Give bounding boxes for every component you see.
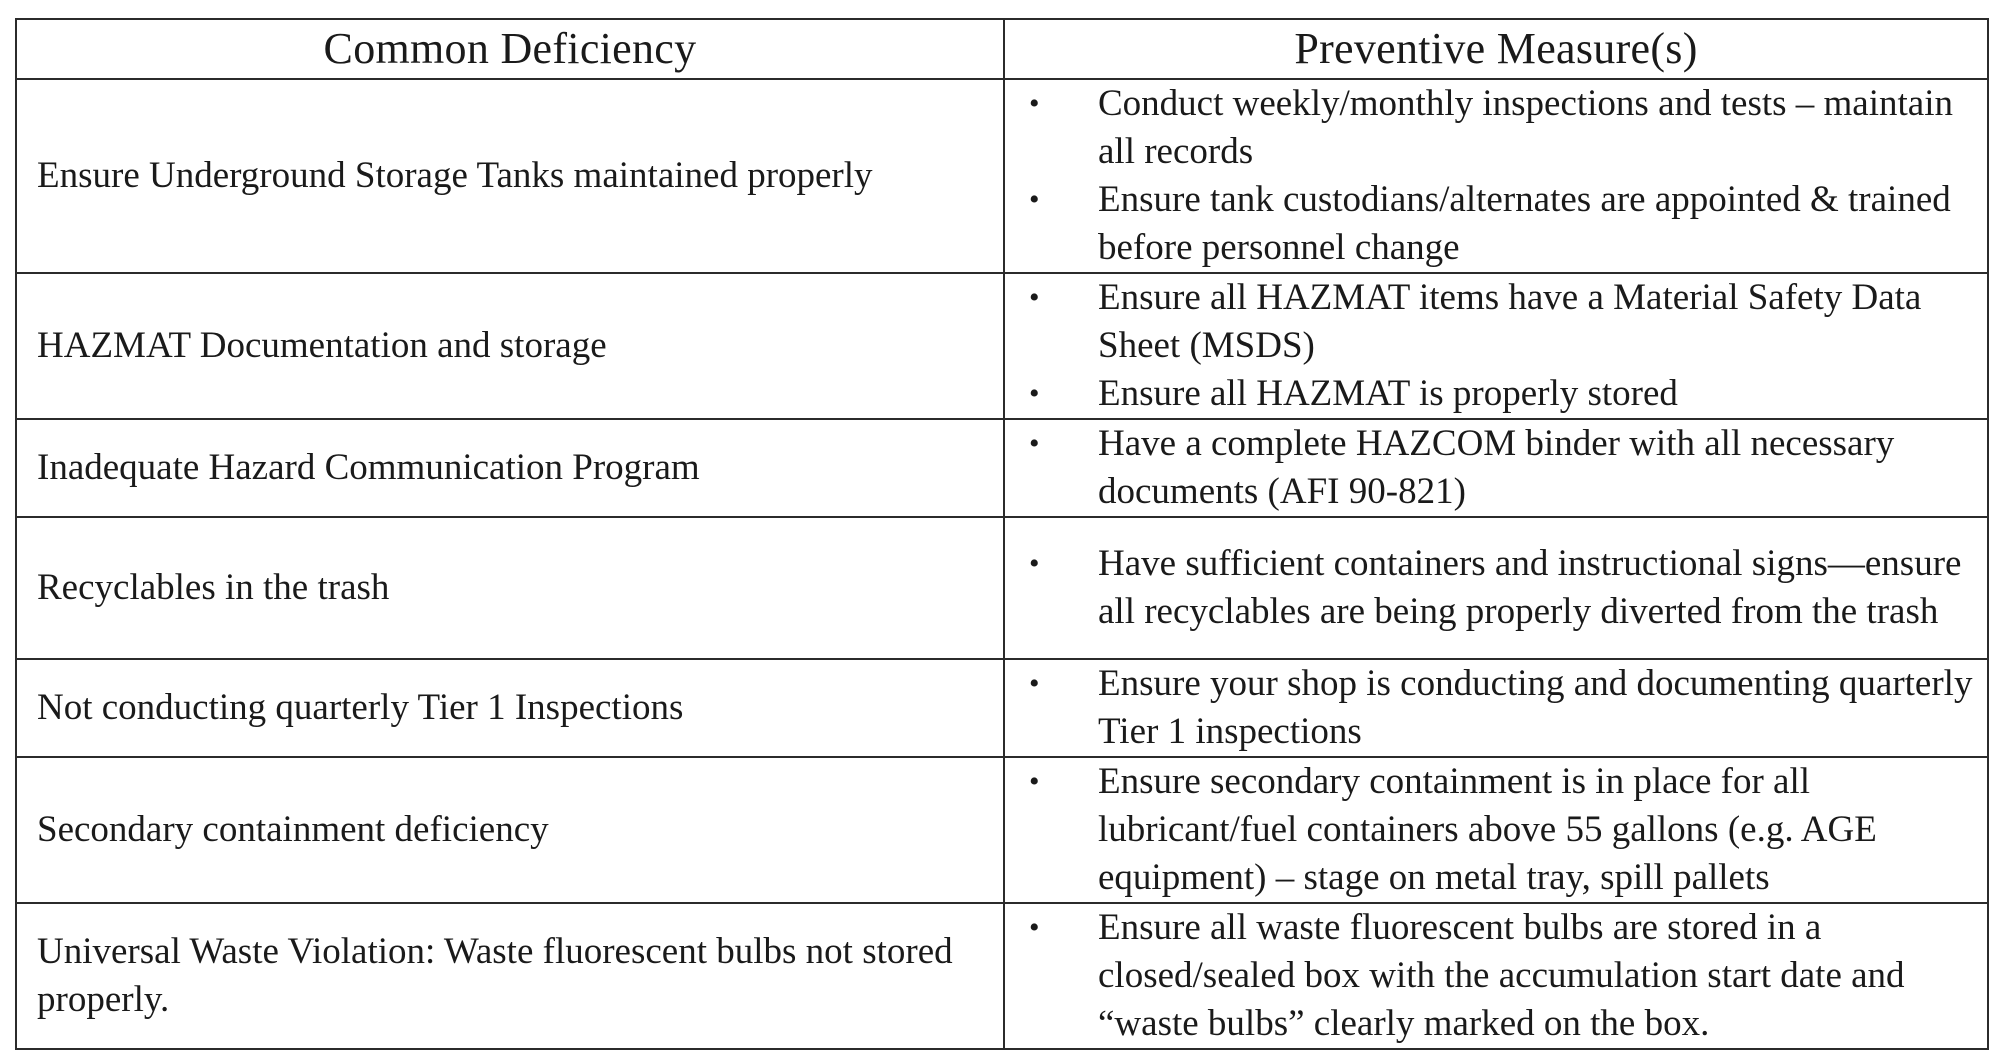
header-common-deficiency: Common Deficiency [16,19,1004,79]
measure-item [1005,540,1987,636]
measure-item [1005,420,1987,516]
measure-text: Conduct weekly/monthly inspections and tests – maintain all records [1098,83,1953,172]
measure-item [1005,80,1987,176]
measures-cell [1004,517,1988,659]
bullet-icon: • [1029,377,1040,410]
measure-list [1005,540,1987,636]
measure-text: Ensure all HAZMAT items have a Material Safety Data Sheet (MSDS) [1098,277,1922,366]
table-row [16,79,1988,273]
measure-list [1005,420,1987,516]
measures-cell [1004,757,1988,903]
deficiency-cell: Recyclables in the trash [16,517,1004,659]
measure-text: Ensure tank custodians/alternates are appointed & trained before personnel change [1098,179,1951,268]
bullet-icon: • [1029,667,1040,700]
measure-text: Ensure all HAZMAT is properly stored [1098,373,1678,414]
deficiency-cell: HAZMAT Documentation and storage [16,273,1004,419]
measure-text: Ensure all waste fluorescent bulbs are stored in a closed/sealed box with the accumulation start date and “waste bulbs” clearly marked on the box. [1098,907,1905,1044]
deficiency-cell: Not conducting quarterly Tier 1 Inspections [16,659,1004,757]
table-row [16,419,1988,517]
deficiency-cell: Inadequate Hazard Communication Program [16,419,1004,517]
measure-list [1005,660,1987,756]
measures-cell [1004,79,1988,273]
bullet-icon: • [1029,87,1040,120]
measure-item [1005,758,1987,902]
table-header-row [16,19,1988,79]
bullet-icon: • [1029,183,1040,216]
measure-item [1005,176,1987,272]
measure-list [1005,904,1987,1048]
bullet-icon: • [1029,281,1040,314]
measure-text: Have a complete HAZCOM binder with all necessary documents (AFI 90-821) [1098,423,1895,512]
measures-cell [1004,903,1988,1049]
bullet-icon: • [1029,911,1040,944]
deficiency-table [15,18,1989,1050]
measure-item [1005,660,1987,756]
measure-item [1005,274,1987,370]
measure-text: Ensure your shop is conducting and documenting quarterly Tier 1 inspections [1098,663,1973,752]
deficiency-cell: Universal Waste Violation: Waste fluorescent bulbs not stored properly. [16,903,1004,1049]
measure-list [1005,80,1987,272]
measures-cell [1004,419,1988,517]
bullet-icon: • [1029,547,1040,580]
measure-list [1005,758,1987,902]
table-row [16,517,1988,659]
header-preventive-measures: Preventive Measure(s) [1004,19,1988,79]
table-row [16,757,1988,903]
bullet-icon: • [1029,427,1040,460]
measure-list [1005,274,1987,418]
measure-text: Ensure secondary containment is in place for all lubricant/fuel containers above 55 gallons (e.g. AGE equipment) – stage on metal tray, spill pallets [1098,761,1877,898]
measure-text: Have sufficient containers and instructional signs—ensure all recyclables are being properly diverted from the trash [1098,543,1962,632]
deficiency-cell: Secondary containment deficiency [16,757,1004,903]
measures-cell [1004,659,1988,757]
deficiency-cell: Ensure Underground Storage Tanks maintained properly [16,79,1004,273]
bullet-icon: • [1029,765,1040,798]
measures-cell [1004,273,1988,419]
table-row [16,273,1988,419]
measure-item [1005,904,1987,1048]
measure-item [1005,370,1987,418]
table-row [16,903,1988,1049]
table-row [16,659,1988,757]
